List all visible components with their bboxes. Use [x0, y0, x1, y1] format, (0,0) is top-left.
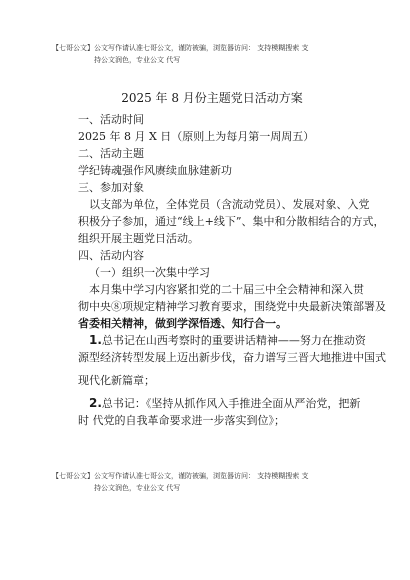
document-body: [78, 90, 386, 429]
header-banner-line2: 持公文润色，专业公文 代写: [94, 56, 181, 64]
footer-banner-line2: 持公文润色，专业公文 代写: [94, 484, 181, 492]
participants-line3: 组织开展主题党日活动。: [78, 232, 199, 245]
footer-banner: [52, 470, 308, 494]
item1-number: 1.: [89, 333, 102, 347]
item1-line3: 现代化新篇章；: [78, 374, 155, 387]
item1-line1: [78, 332, 366, 349]
subsection-heading-study: （一）组织一次集中学习: [89, 266, 210, 279]
section-heading-theme: 二、活动主题: [78, 147, 144, 160]
section-body-theme: 学纪铸魂强作风赓续血脉建新功: [78, 164, 232, 177]
item2-number: 2.: [89, 396, 102, 410]
item1-text1: 总书记在山西考察时的重要讲话精神——努力在推动资: [101, 334, 366, 347]
document-title: 2025 年 8 月份主题党日活动方案: [121, 91, 303, 105]
section-heading-time: 一、活动时间: [78, 113, 144, 126]
study-para-line3: 省委相关精神，做到学深悟透、知行合一。: [78, 317, 287, 330]
participants-line2: 积极分子参加，通过“线上+线下”、集中和分散相结合的方式，: [78, 215, 385, 228]
header-banner: [52, 42, 308, 66]
section-heading-content: 四、活动内容: [78, 249, 144, 262]
participants-line1: 以支部为单位，全体党员（含流动党员）、发展对象、入党: [89, 198, 370, 211]
study-para-line1: 本月集中学习内容紧扣党的二十届三中全会精神和深入贯: [89, 283, 364, 296]
footer-banner-line1: 【七哥公文】公文写作请认准七哥公文，谨防被骗，浏览器访问： 支持模糊搜索 支: [52, 472, 309, 480]
section-body-time: 2025 年 8 月 X 日（原则上为每月第一周周五）: [78, 130, 315, 143]
study-para-line2: 彻中央⑧项规定精神学习教育要求，围绕党中央最新决策部署及: [78, 300, 386, 313]
item1-line2: 源型经济转型发展上迈出新步伐，奋力谱写三晋大地推进中国式: [78, 351, 386, 364]
item2-line2: 时 代党的自我革命要求进一步落实到位》；: [78, 414, 285, 427]
item2-text1: 总书记：《坚持从抓作风入手推进全面从严治党，把新: [101, 397, 361, 410]
section-heading-participants: 三、参加对象: [78, 181, 144, 194]
item2-line1: [78, 395, 361, 412]
header-banner-line1: 【七哥公文】公文写作请认准七哥公文，谨防被骗，浏览器访问： 支持模糊搜索 支: [52, 44, 309, 52]
